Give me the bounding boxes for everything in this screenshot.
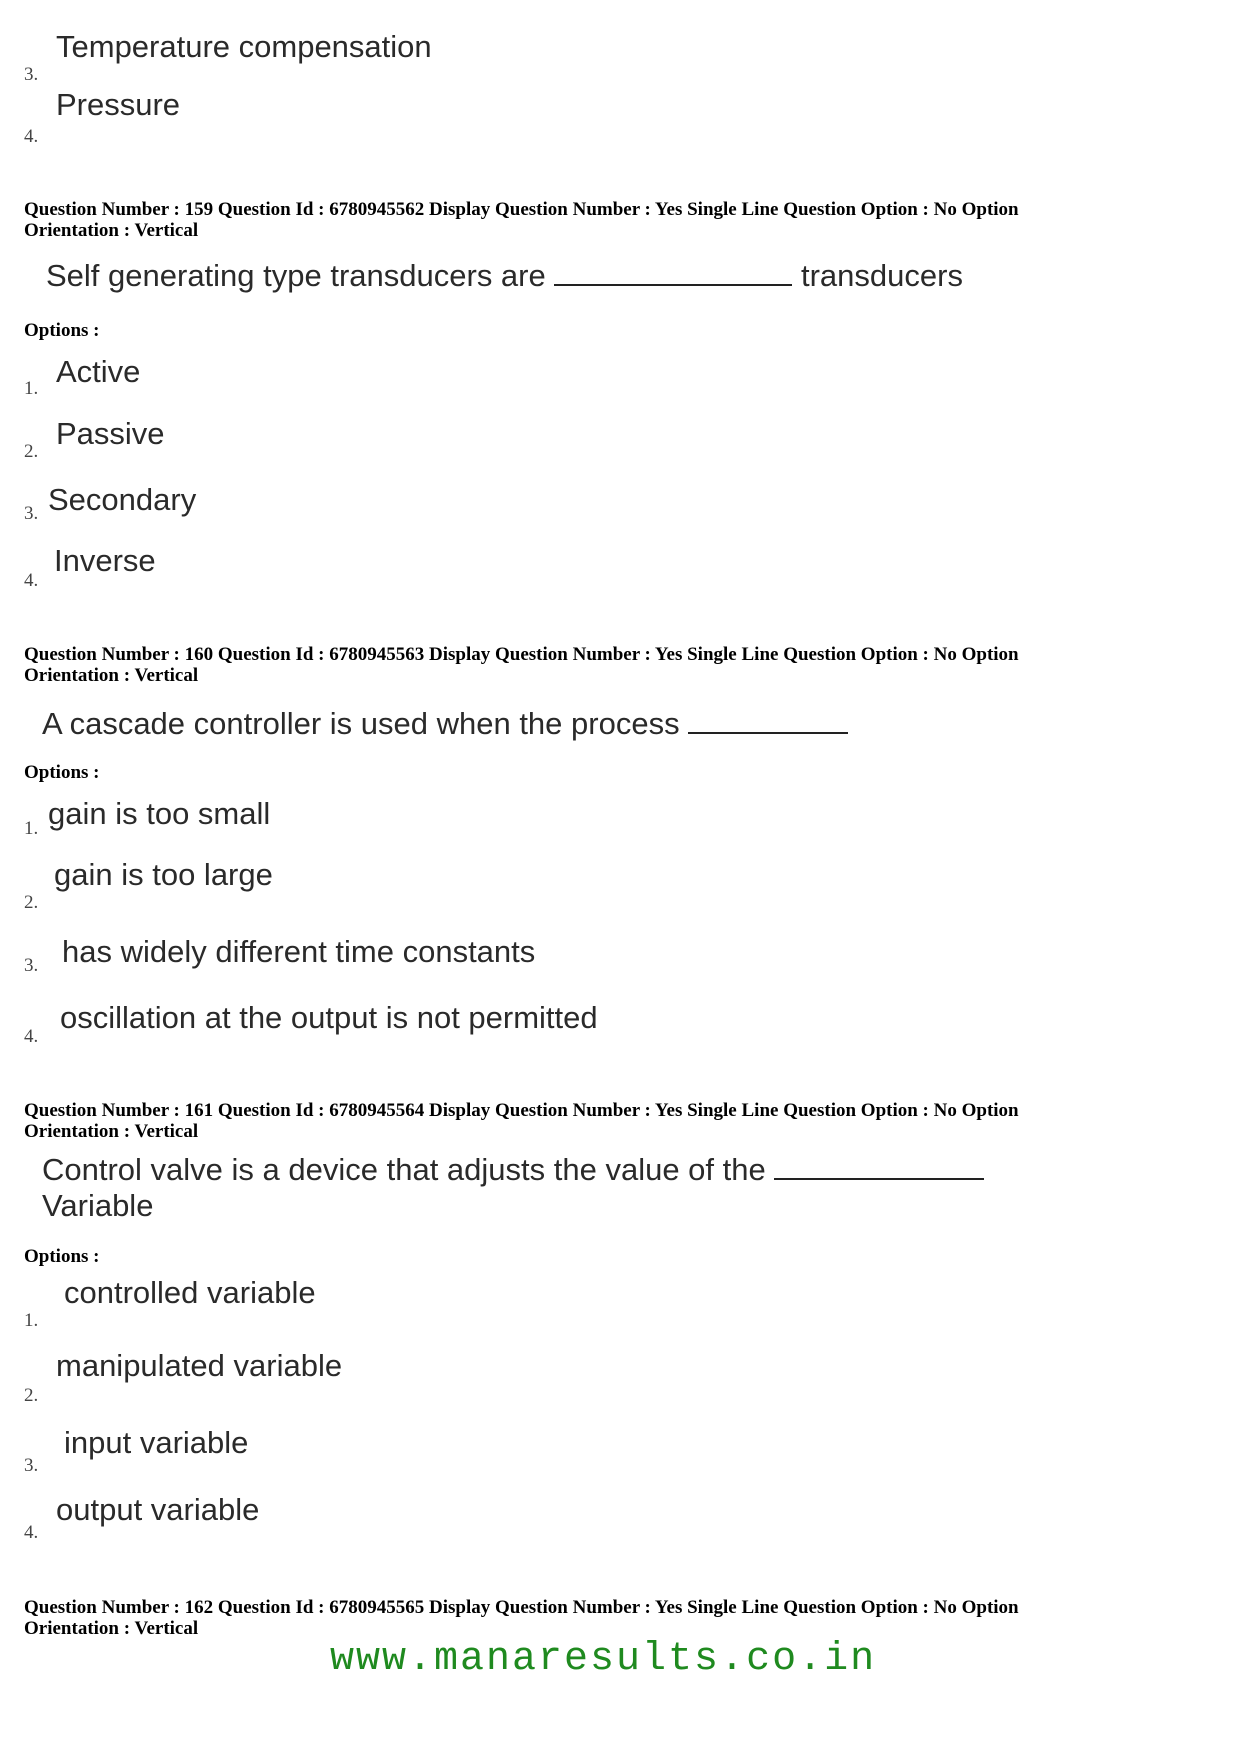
question-meta-line1: Question Number : 161 Question Id : 6780945564 Display Question Number : Yes Single Line Question Option : No Option bbox=[24, 1100, 1019, 1121]
question-stem-text: Control valve is a device that adjusts the value of the bbox=[42, 1152, 766, 1187]
question-stem bbox=[46, 258, 963, 294]
answer-blank bbox=[554, 258, 792, 286]
question-stem-text: A cascade controller is used when the process bbox=[42, 706, 680, 741]
option-text: Secondary bbox=[48, 482, 197, 517]
option-number: 3. bbox=[24, 503, 39, 524]
question-stem-text-after: transducers bbox=[801, 258, 963, 293]
option-text: Temperature compensation bbox=[56, 29, 432, 64]
options-label: Options : bbox=[24, 762, 100, 783]
option-number: 4. bbox=[24, 126, 39, 147]
question-meta-line2: Orientation : Vertical bbox=[24, 1121, 199, 1142]
option-number: 4. bbox=[24, 1522, 39, 1543]
question-meta-line1: Question Number : 162 Question Id : 6780945565 Display Question Number : Yes Single Line Question Option : No Option bbox=[24, 1597, 1019, 1618]
option-text: controlled variable bbox=[64, 1275, 316, 1310]
question-stem bbox=[42, 706, 848, 742]
option-text: output variable bbox=[56, 1492, 260, 1527]
question-meta bbox=[24, 1100, 1204, 1142]
option-number: 3. bbox=[24, 64, 39, 85]
option-number: 3. bbox=[24, 955, 39, 976]
option-number: 3. bbox=[24, 1455, 39, 1476]
option-text: input variable bbox=[64, 1425, 249, 1460]
question-meta bbox=[24, 1597, 1204, 1639]
option-text: Active bbox=[56, 354, 141, 389]
answer-blank bbox=[688, 706, 848, 734]
option-text: has widely different time constants bbox=[62, 934, 536, 969]
question-meta bbox=[24, 644, 1204, 686]
option-number: 2. bbox=[24, 1385, 39, 1406]
option-number: 1. bbox=[24, 1310, 39, 1331]
option-text: Passive bbox=[56, 416, 165, 451]
option-text: oscillation at the output is not permitted bbox=[60, 1000, 598, 1035]
option-number: 2. bbox=[24, 892, 39, 913]
option-text: gain is too small bbox=[48, 796, 271, 831]
question-meta-line2: Orientation : Vertical bbox=[24, 1618, 199, 1639]
question-stem bbox=[42, 1152, 984, 1224]
question-stem-line2: Variable bbox=[42, 1188, 154, 1223]
question-stem-text: Self generating type transducers are bbox=[46, 258, 546, 293]
option-text: gain is too large bbox=[54, 857, 273, 892]
option-text: Inverse bbox=[54, 543, 156, 578]
option-number: 1. bbox=[24, 818, 39, 839]
options-label: Options : bbox=[24, 1246, 100, 1267]
option-number: 2. bbox=[24, 441, 39, 462]
option-text: Pressure bbox=[56, 87, 181, 122]
question-meta-line2: Orientation : Vertical bbox=[24, 665, 199, 686]
option-text: manipulated variable bbox=[56, 1348, 343, 1383]
option-number: 1. bbox=[24, 378, 39, 399]
question-meta bbox=[24, 199, 1204, 241]
question-meta-line1: Question Number : 160 Question Id : 6780945563 Display Question Number : Yes Single Line Question Option : No Option bbox=[24, 644, 1019, 665]
answer-blank bbox=[774, 1152, 984, 1180]
site-watermark: www.manaresults.co.in bbox=[330, 1637, 877, 1682]
question-meta-line1: Question Number : 159 Question Id : 6780945562 Display Question Number : Yes Single Line Question Option : No Option bbox=[24, 199, 1019, 220]
question-meta-line2: Orientation : Vertical bbox=[24, 220, 199, 241]
option-number: 4. bbox=[24, 1026, 39, 1047]
options-label: Options : bbox=[24, 320, 100, 341]
option-number: 4. bbox=[24, 570, 39, 591]
